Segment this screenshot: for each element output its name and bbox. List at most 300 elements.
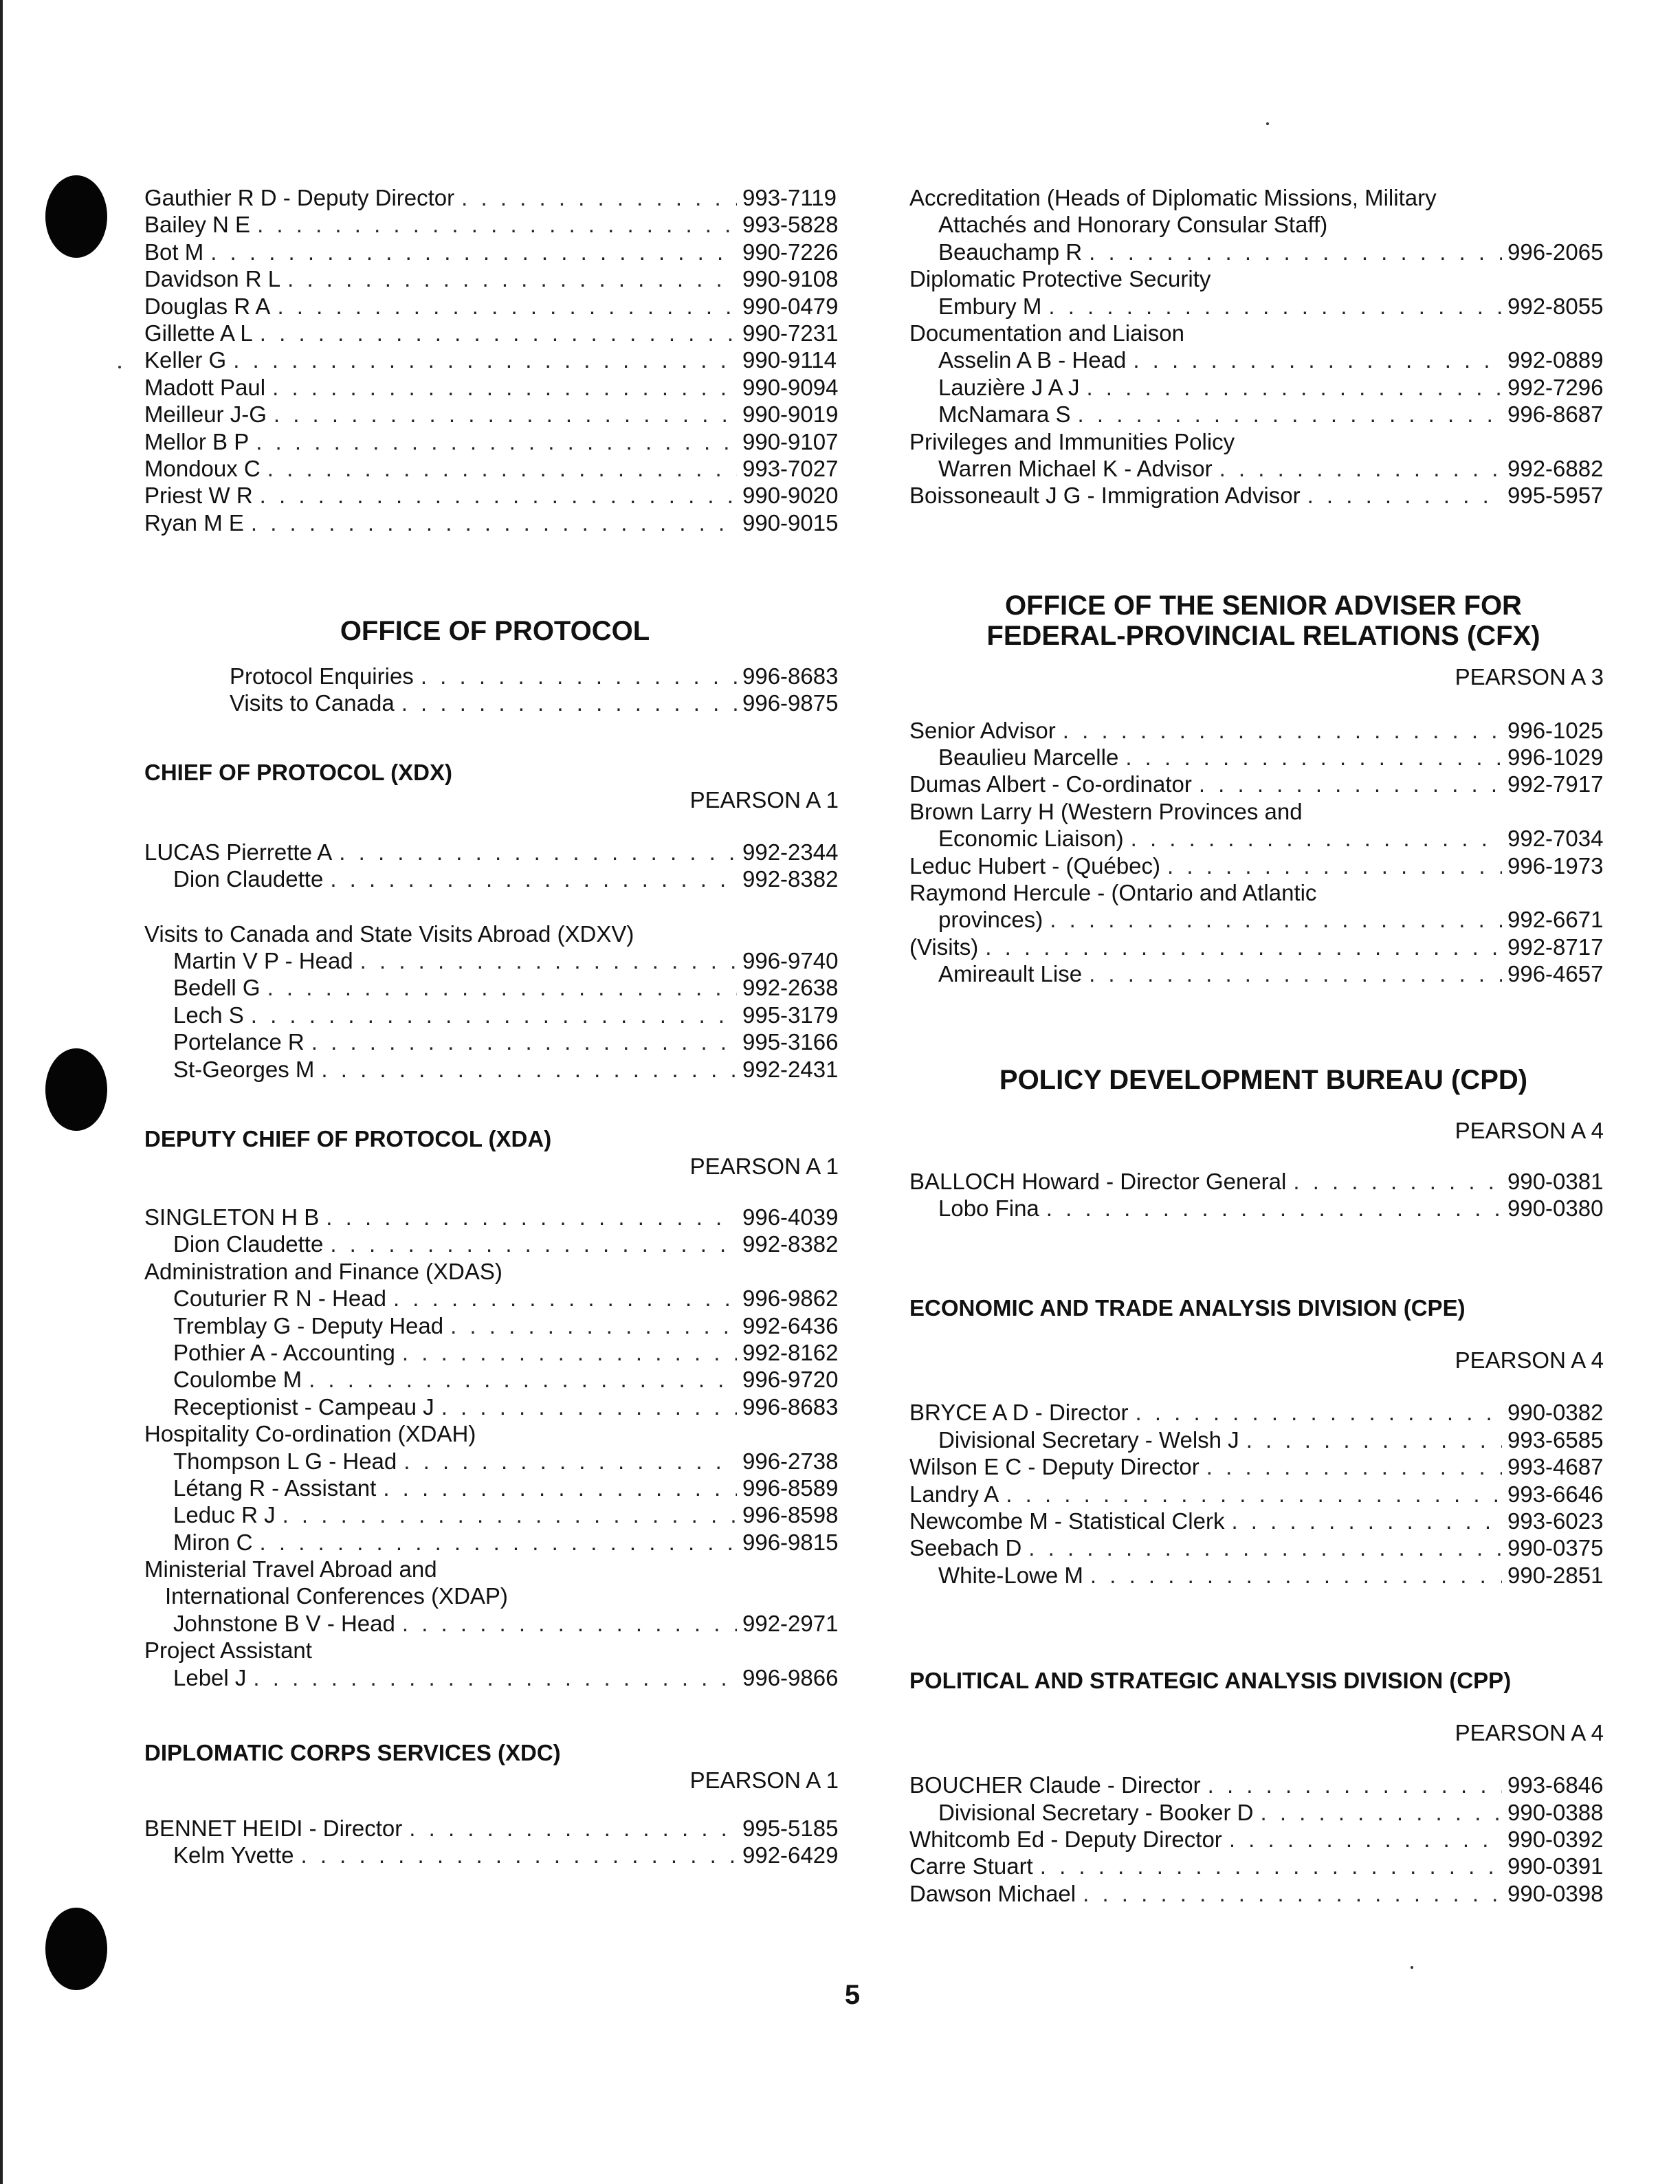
entry-name: White-Lowe M	[938, 1562, 1083, 1588]
entry-phone: 996-1025	[1507, 717, 1604, 743]
documentation-subheading: Documentation and Liaison	[909, 320, 1184, 346]
entry-phone: 993-6585	[1507, 1426, 1604, 1453]
entry-phone: 992-8382	[742, 1231, 839, 1257]
directory-entry	[144, 401, 852, 428]
entry-name: Lech S	[173, 1002, 244, 1028]
entry-name: Seebach D	[909, 1535, 1022, 1561]
entry-phone: 990-9114	[742, 347, 837, 373]
leader-dots	[1046, 1195, 1502, 1222]
entry-name: Divisional Secretary - Booker D	[938, 1799, 1254, 1825]
entry-name: Dion Claudette	[173, 1231, 324, 1257]
directory-entry	[909, 825, 1617, 852]
entry-name: provinces)	[938, 907, 1043, 933]
entry-name: Portelance R	[173, 1029, 305, 1055]
entry-phone: 990-9108	[742, 266, 839, 292]
leader-dots	[383, 1475, 737, 1501]
directory-entry	[144, 374, 852, 401]
entry-phone: 992-2638	[742, 975, 839, 1001]
entry-phone: 996-9815	[742, 1529, 839, 1555]
entry-phone: 990-0382	[1507, 1400, 1604, 1426]
leader-dots	[1063, 717, 1502, 744]
leader-dots	[251, 1002, 737, 1028]
entry-phone: 993-7027	[742, 455, 839, 481]
scan-speck	[1411, 1966, 1413, 1969]
directory-entry	[909, 1772, 1617, 1798]
directory-entry	[144, 320, 852, 346]
entry-phone: 996-8683	[742, 663, 839, 690]
directory-entry	[909, 239, 1617, 265]
directory-entry	[144, 1664, 852, 1691]
leader-dots	[1006, 1481, 1502, 1508]
entry-phone: 990-0391	[1507, 1853, 1604, 1879]
entry-phone: 992-8055	[1507, 293, 1604, 319]
entry-name: Miron C	[173, 1529, 253, 1555]
entry-name: Keller G	[144, 347, 227, 373]
leader-dots	[461, 184, 737, 211]
entry-name: McNamara S	[938, 401, 1071, 428]
leader-dots	[301, 1842, 738, 1868]
directory-entry	[909, 771, 1617, 797]
leader-dots	[1229, 1826, 1502, 1853]
leader-dots	[267, 455, 737, 482]
leader-dots	[1307, 482, 1502, 509]
directory-entry	[909, 717, 1617, 744]
entry-name: Economic Liaison)	[938, 826, 1124, 852]
directory-entry	[144, 1339, 852, 1366]
entry-name: Leduc R J	[173, 1502, 276, 1528]
admin-finance-subheading: Administration and Finance (XDAS)	[144, 1258, 502, 1284]
travel-subheading: Ministerial Travel Abroad and	[144, 1556, 437, 1582]
entry-phone: 990-2851	[1507, 1562, 1604, 1588]
leader-dots	[1219, 455, 1502, 482]
directory-entry	[909, 1399, 1617, 1426]
cpe-title: ECONOMIC AND TRADE ANALYSIS DIVISION (CPE)	[909, 1295, 1466, 1321]
scan-speck	[1266, 122, 1269, 125]
entry-phone: 996-8687	[1507, 401, 1604, 428]
directory-entry	[144, 1842, 852, 1868]
leader-dots	[1167, 852, 1502, 879]
leader-dots	[274, 401, 737, 428]
entry-phone: 993-6023	[1507, 1508, 1604, 1534]
cfx-title: OFFICE OF THE SENIOR ADVISER FOR	[1005, 590, 1522, 621]
entry-phone: 996-8598	[742, 1502, 839, 1528]
entry-name: Receptionist - Campeau J	[173, 1393, 434, 1420]
directory-entry	[144, 1529, 852, 1556]
entry-phone: 992-2431	[742, 1056, 839, 1082]
entry-name: Leduc Hubert - (Québec)	[909, 852, 1161, 879]
leader-dots	[339, 839, 737, 865]
leader-dots	[1050, 906, 1502, 933]
entry-phone: 993-6646	[1507, 1481, 1604, 1507]
location-label: PEARSON A 1	[689, 1767, 839, 1794]
leader-dots	[272, 374, 737, 401]
privileges-subheading: Privileges and Immunities Policy	[909, 428, 1235, 454]
directory-entry	[909, 455, 1617, 482]
entry-phone: 990-7226	[742, 239, 839, 265]
leader-dots	[985, 934, 1502, 960]
directory-entry	[144, 1028, 852, 1055]
entry-phone: 995-3166	[742, 1029, 839, 1055]
entry-name: Bailey N E	[144, 212, 251, 238]
entry-phone: 992-6436	[742, 1312, 839, 1338]
entry-phone: 990-0388	[1507, 1799, 1604, 1825]
directory-entry	[144, 1204, 852, 1231]
entry-phone: 993-6846	[1507, 1772, 1604, 1798]
leader-dots	[1261, 1799, 1503, 1826]
entry-name: Gauthier R D - Deputy Director	[144, 185, 455, 210]
directory-entry	[909, 1880, 1617, 1907]
leader-dots	[1090, 1562, 1502, 1589]
entry-name: SINGLETON H B	[144, 1204, 320, 1230]
directory-entry	[144, 1815, 852, 1842]
page-number: 5	[844, 1980, 861, 2010]
directory-entry	[144, 1002, 852, 1028]
entry-name: Divisional Secretary - Welsh J	[938, 1426, 1239, 1453]
leader-dots	[253, 1664, 737, 1691]
entry-name: Protocol Enquiries	[230, 663, 414, 690]
leader-dots	[1293, 1168, 1502, 1195]
leader-dots	[450, 1312, 737, 1339]
entry-name: Senior Advisor	[909, 717, 1056, 743]
entry-phone: 995-5957	[1507, 483, 1604, 509]
directory-entry	[909, 1799, 1617, 1826]
entry-name: Warren Michael K - Advisor	[938, 455, 1213, 481]
entry-phone: 990-9107	[742, 428, 839, 454]
entry-name: BALLOCH Howard - Director General	[909, 1168, 1287, 1194]
leader-dots	[277, 293, 737, 320]
directory-entry	[909, 1562, 1617, 1589]
office-of-protocol-title: OFFICE OF PROTOCOL	[340, 616, 650, 647]
project-assistant-subheading: Project Assistant	[144, 1637, 312, 1664]
entry-phone: 990-0375	[1507, 1535, 1604, 1561]
directory-entry	[144, 1366, 852, 1393]
entry-phone: 995-3179	[742, 1002, 839, 1028]
entry-name: Meilleur J-G	[144, 401, 267, 428]
entry-name: BOUCHER Claude - Director	[909, 1772, 1201, 1798]
directory-entry	[144, 663, 852, 690]
leader-dots	[360, 947, 737, 974]
directory-entry	[144, 1312, 852, 1339]
directory-entry	[909, 1826, 1617, 1853]
directory-entry	[909, 934, 1617, 960]
directory-entry	[144, 509, 852, 536]
leader-dots	[311, 1028, 737, 1055]
entry-name: Mellor B P	[144, 428, 250, 454]
directory-entry	[144, 1056, 852, 1083]
entry-phone: 992-6429	[742, 1842, 839, 1868]
entry-phone: 992-7296	[1507, 374, 1604, 400]
entry-name: Mondoux C	[144, 455, 261, 481]
entry-phone: 996-8589	[742, 1475, 839, 1501]
entry-phone: 990-0380	[1507, 1195, 1604, 1221]
entry-name: Lauzière J A J	[938, 374, 1080, 400]
entry-phone: 992-0889	[1507, 347, 1604, 373]
leader-dots	[233, 346, 737, 373]
directory-entry	[909, 482, 1617, 509]
directory-entry	[144, 428, 852, 455]
chief-of-protocol-title: CHIEF OF PROTOCOL (XDX)	[144, 759, 452, 785]
entry-phone: 996-4039	[742, 1204, 839, 1230]
directory-entry	[909, 374, 1617, 401]
entry-name: Visits to Canada	[230, 690, 395, 716]
location-label: PEARSON A 4	[1455, 1117, 1604, 1143]
directory-entry	[909, 293, 1617, 320]
entry-phone: 990-9015	[742, 509, 839, 536]
diplomatic-corps-title: DIPLOMATIC CORPS SERVICES (XDC)	[144, 1740, 561, 1766]
directory-entry	[144, 1501, 852, 1528]
entry-phone: 993-5828	[742, 212, 839, 238]
directory-entry	[144, 865, 852, 892]
directory-entry	[144, 947, 852, 974]
entry-name: Whitcomb Ed - Deputy Director	[909, 1826, 1222, 1852]
entry-phone: 996-1029	[1507, 744, 1604, 771]
entry-name: Lebel J	[173, 1664, 247, 1690]
entry-phone: 996-8683	[742, 1393, 839, 1420]
leader-dots	[404, 1448, 737, 1475]
leader-dots	[330, 1231, 737, 1257]
directory-entry	[144, 482, 852, 509]
visits-subheading: Visits to Canada and State Visits Abroad (XDXV)	[144, 920, 634, 947]
entry-phone: 995-5185	[742, 1816, 839, 1842]
directory-entry	[909, 1534, 1617, 1561]
entry-name: Tremblay G - Deputy Head	[173, 1312, 444, 1338]
entry-phone: 992-2344	[742, 839, 839, 865]
directory-entry	[144, 1393, 852, 1420]
entry-name: Thompson L G - Head	[173, 1448, 397, 1474]
directory-entry	[909, 906, 1617, 933]
leader-dots	[251, 509, 737, 536]
directory-entry	[909, 346, 1617, 373]
leader-dots	[1028, 1534, 1502, 1561]
leader-dots	[1089, 239, 1502, 265]
directory-entry	[144, 346, 852, 373]
location-label: PEARSON A 1	[689, 786, 839, 813]
directory-entry	[144, 184, 852, 211]
directory-entry	[144, 293, 852, 320]
directory-entry	[144, 1231, 852, 1257]
leader-dots	[260, 482, 737, 509]
entry-name: Boissoneault J G - Immigration Advisor	[909, 483, 1301, 509]
entry-phone: 996-2738	[742, 1448, 839, 1474]
leader-dots	[1208, 1772, 1502, 1798]
leader-dots	[309, 1366, 737, 1393]
entry-name: Bedell G	[173, 975, 261, 1001]
entry-phone: 992-2971	[742, 1610, 839, 1636]
directory-entry	[909, 1853, 1617, 1879]
leader-dots	[1125, 744, 1502, 771]
entry-phone: 990-9019	[742, 401, 839, 428]
right-column	[909, 184, 1617, 1907]
entry-phone: 992-8382	[742, 866, 839, 892]
hospitality-subheading: Hospitality Co-ordination (XDAH)	[144, 1421, 476, 1447]
entry-name: Pothier A - Accounting	[173, 1339, 395, 1365]
leader-dots	[257, 211, 737, 238]
directory-entry	[144, 1475, 852, 1501]
location-label: PEARSON A 4	[1455, 1347, 1604, 1374]
leader-dots	[260, 1529, 737, 1556]
entry-name: Amireault Lise	[938, 961, 1083, 987]
leader-dots	[283, 1501, 737, 1528]
entry-name: Martin V P - Head	[173, 948, 353, 974]
directory-entry	[909, 401, 1617, 428]
directory-entry	[144, 1448, 852, 1475]
entry-name: Dawson Michael	[909, 1880, 1076, 1906]
directory-entry	[144, 455, 852, 482]
leader-dots	[267, 974, 737, 1001]
leader-dots	[393, 1285, 737, 1312]
deputy-chief-title: DEPUTY CHIEF OF PROTOCOL (XDA)	[144, 1125, 552, 1151]
entry-name: LUCAS Pierrette A	[144, 839, 333, 865]
top-staff-list	[144, 184, 852, 536]
entry-name: Gillette A L	[144, 320, 253, 346]
entry-name: Coulombe M	[173, 1367, 302, 1393]
leader-dots	[326, 1204, 737, 1231]
entry-name: Dumas Albert - Co-ordinator	[909, 771, 1192, 797]
leader-dots	[1231, 1508, 1502, 1534]
location-label: PEARSON A 4	[1455, 1720, 1604, 1746]
cfx-title-continued: FEDERAL-PROVINCIAL RELATIONS (CFX)	[986, 620, 1540, 651]
leader-dots	[441, 1393, 737, 1420]
leader-dots	[401, 690, 737, 716]
leader-dots	[1133, 346, 1502, 373]
entry-name: Asselin A B - Head	[938, 347, 1127, 373]
leader-dots	[1135, 1399, 1502, 1426]
entry-name: Landry A	[909, 1481, 999, 1507]
directory-entry	[144, 239, 852, 265]
entry-name: Létang R - Assistant	[173, 1475, 377, 1501]
entry-name: Carre Stuart	[909, 1853, 1033, 1879]
entry-name: Johnstone B V - Head	[173, 1610, 395, 1636]
travel-subheading-continued: International Conferences (XDAP)	[165, 1583, 508, 1609]
binder-hole	[45, 175, 107, 258]
entry-phone: 992-7917	[1507, 771, 1604, 797]
leader-dots	[1131, 825, 1502, 852]
directory-entry	[144, 1285, 852, 1312]
location-label: PEARSON A 3	[1455, 663, 1604, 690]
leader-dots	[260, 320, 737, 346]
entry-name: Embury M	[938, 293, 1042, 319]
entry-name: (Visits)	[909, 934, 979, 960]
directory-entry	[909, 1195, 1617, 1222]
entry-phone: 992-7034	[1507, 826, 1604, 852]
raymond-entry-name: Raymond Hercule - (Ontario and Atlantic	[909, 880, 1317, 906]
entry-name: Beaulieu Marcelle	[938, 744, 1119, 771]
directory-entry	[909, 1453, 1617, 1480]
leader-dots	[330, 865, 737, 892]
entry-phone: 996-9875	[742, 690, 839, 716]
entry-name: Newcombe M - Statistical Clerk	[909, 1508, 1225, 1534]
entry-phone: 996-9862	[742, 1286, 839, 1312]
entry-name: BENNET HEIDI - Director	[144, 1816, 403, 1842]
entry-name: BRYCE A D - Director	[909, 1400, 1129, 1426]
leader-dots	[1246, 1426, 1502, 1453]
entry-phone: 992-8717	[1507, 934, 1604, 960]
directory-entry	[909, 960, 1617, 987]
leader-dots	[421, 663, 737, 690]
cpd-title: POLICY DEVELOPMENT BUREAU (CPD)	[999, 1064, 1528, 1095]
leader-dots	[287, 265, 737, 292]
entry-phone: 996-9720	[742, 1367, 839, 1393]
directory-entry	[144, 211, 852, 238]
accreditation-subheading: Accreditation (Heads of Diplomatic Missions, Military	[909, 185, 1437, 210]
leader-dots	[1206, 1453, 1502, 1480]
entry-phone: 996-4657	[1507, 961, 1604, 987]
entry-name: Dion Claudette	[173, 866, 324, 892]
location-label: PEARSON A 1	[689, 1153, 839, 1179]
brown-entry-name: Brown Larry H (Western Provinces and	[909, 798, 1303, 824]
entry-name: Lobo Fina	[938, 1195, 1039, 1221]
leader-dots	[210, 239, 737, 265]
page-left-border	[0, 0, 3, 2184]
directory-entry	[909, 1426, 1617, 1453]
directory-entry	[144, 974, 852, 1001]
cpp-title: POLITICAL AND STRATEGIC ANALYSIS DIVISION (CPP)	[909, 1668, 1512, 1694]
directory-entry	[909, 1508, 1617, 1534]
leader-dots	[1086, 374, 1502, 401]
entry-phone: 996-9740	[742, 948, 839, 974]
leader-dots	[321, 1056, 737, 1083]
leader-dots	[402, 1339, 737, 1366]
leader-dots	[1089, 960, 1502, 987]
entry-phone: 992-6671	[1507, 907, 1604, 933]
leader-dots	[256, 428, 737, 455]
entry-name: Kelm Yvette	[173, 1842, 294, 1868]
entry-name: Priest W R	[144, 483, 253, 509]
entry-name: Davidson R L	[144, 266, 281, 292]
directory-entry	[909, 744, 1617, 771]
entry-phone: 990-0381	[1507, 1168, 1604, 1194]
leader-dots	[1083, 1880, 1502, 1907]
entry-phone: 996-2065	[1507, 239, 1604, 265]
entry-phone: 993-4687	[1507, 1454, 1604, 1480]
entry-phone: 992-6882	[1507, 455, 1604, 481]
leader-dots	[1078, 401, 1502, 428]
directory-entry	[909, 1168, 1617, 1195]
entry-phone: 996-9866	[742, 1664, 839, 1690]
directory-entry	[909, 1481, 1617, 1508]
entry-phone: 993-7119	[742, 185, 837, 210]
entry-phone: 990-9020	[742, 483, 839, 509]
entry-name: Bot M	[144, 239, 204, 265]
scan-speck	[118, 366, 121, 368]
entry-name: Couturier R N - Head	[173, 1286, 386, 1312]
entry-name: Madott Paul	[144, 374, 266, 400]
entry-phone: 990-7231	[742, 320, 839, 346]
leader-dots	[409, 1815, 737, 1842]
entry-phone: 990-0479	[742, 293, 839, 319]
directory-entry	[909, 852, 1617, 879]
entry-phone: 996-1973	[1507, 852, 1604, 879]
accreditation-subheading-continued: Attachés and Honorary Consular Staff)	[938, 212, 1328, 238]
leader-dots	[1199, 771, 1502, 797]
entry-name: Wilson E C - Deputy Director	[909, 1454, 1200, 1480]
security-subheading: Diplomatic Protective Security	[909, 266, 1211, 292]
binder-hole	[45, 1048, 107, 1131]
leader-dots	[1048, 293, 1502, 320]
entry-phone: 990-0392	[1507, 1826, 1604, 1852]
entry-phone: 990-9094	[742, 374, 839, 400]
directory-entry	[144, 1610, 852, 1637]
directory-entry	[144, 265, 852, 292]
directory-entry	[144, 839, 852, 865]
entry-name: Beauchamp R	[938, 239, 1083, 265]
leader-dots	[1040, 1853, 1502, 1879]
entry-phone: 990-0398	[1507, 1880, 1604, 1906]
left-column	[144, 184, 852, 1869]
entry-name: Douglas R A	[144, 293, 271, 319]
leader-dots	[402, 1610, 737, 1637]
entry-phone: 992-8162	[742, 1339, 839, 1365]
